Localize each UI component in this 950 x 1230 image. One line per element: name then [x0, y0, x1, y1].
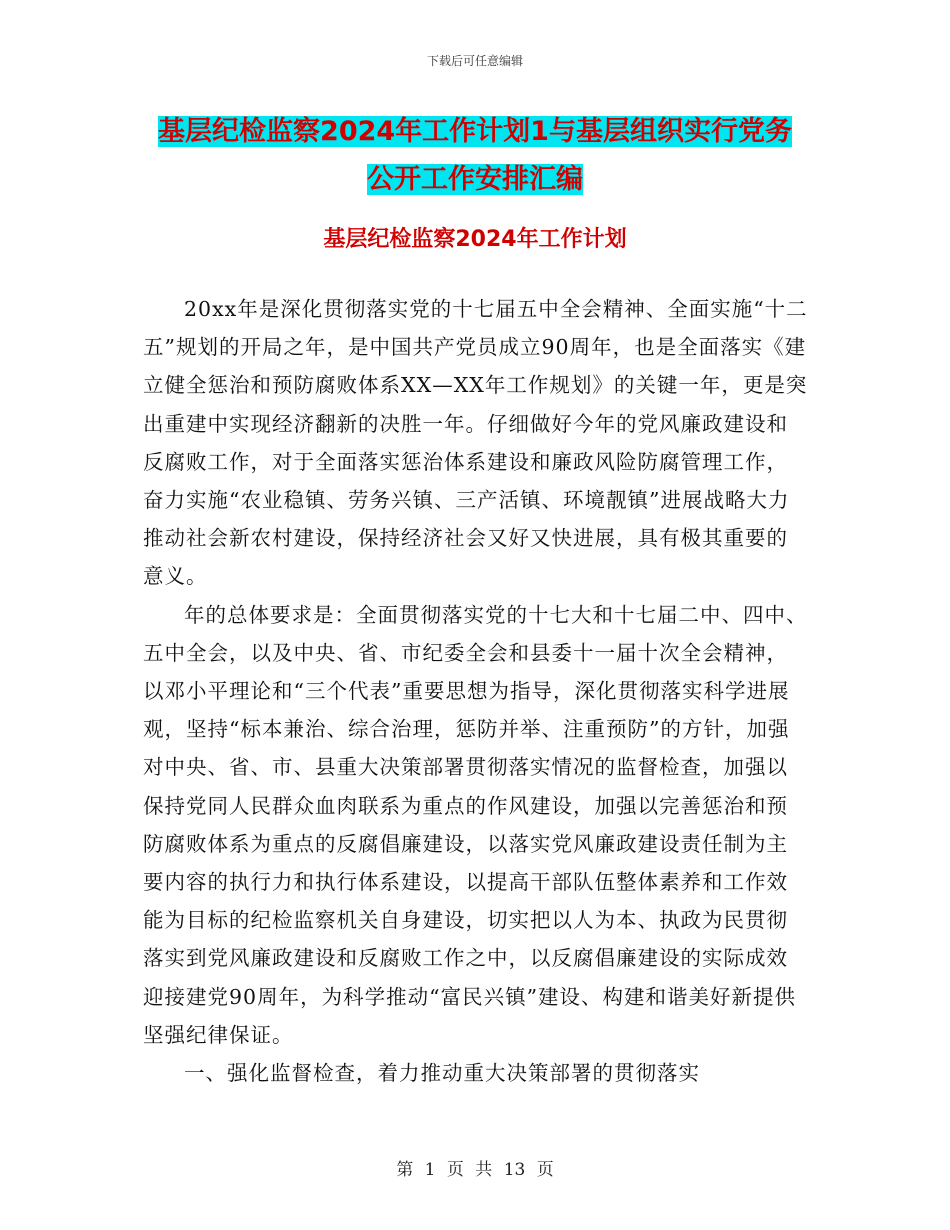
document-body	[143, 290, 808, 1092]
section-title: 基层纪检监察2024年工作计划	[323, 227, 627, 252]
page-number: 第 1 页 共 13 页	[396, 1160, 554, 1180]
document-title-line-1: 基层纪检监察2024年工作计划1与基层组织实行党务	[158, 116, 792, 147]
section-heading-1: 一、强化监督检查，着力推动重大决策部署的贯彻落实	[184, 1061, 700, 1086]
body-paragraph-1: 20xx年是深化贯彻落实党的十七届五中全会精神、全面实施“十二五”规划的开局之年，是中国共产党员成立90周年，也是全面落实《建立健全惩治和预防腐败体系XX—XX年工作规划》的关键一年，更是突出重建中实现经济翻新的决胜一年。仔细做好今年的党风廉政建设和反腐败工作，对于全面落实惩治体系建设和廉政风险防腐管理工作，奋力实施“农业稳镇、劳务兴镇、三产活镇、环境靓镇”进展战略大力推动社会新农村建设，保持经济社会又好又快进展，具有极其重要的意义。	[143, 297, 808, 589]
document-title-line-2: 公开工作安排汇编	[367, 164, 583, 195]
page-header-note: 下载后可任意编辑	[426, 54, 523, 68]
body-paragraph-2: 年的总体要求是：全面贯彻落实党的十七大和十七届二中、四中、五中全会，以及中央、省、市纪委全会和县委十一届十次全会精神，以邓小平理论和“三个代表”重要思想为指导，深化贯彻落实科学进展观，坚持“标本兼治、综合治理，惩防并举、注重预防”的方针，加强对中央、省、市、县重大决策部署贯彻落实情况的监督检查，加强以保持党同人民群众血肉联系为重点的作风建设，加强以完善惩治和预防腐败体系为重点的反腐倡廉建设，以落实党风廉政建设责任制为主要内容的执行力和执行体系建设，以提高干部队伍整体素养和工作效能为目标的纪检监察机关自身建设，切实把以人为本、执政为民贯彻落实到党风廉政建设和反腐败工作之中，以反腐倡廉建设的实际成效迎接建党90周年，为科学推动“富民兴镇”建设、构建和谐美好新提供坚强纪律保证。	[143, 602, 808, 1047]
document-title	[120, 108, 830, 204]
